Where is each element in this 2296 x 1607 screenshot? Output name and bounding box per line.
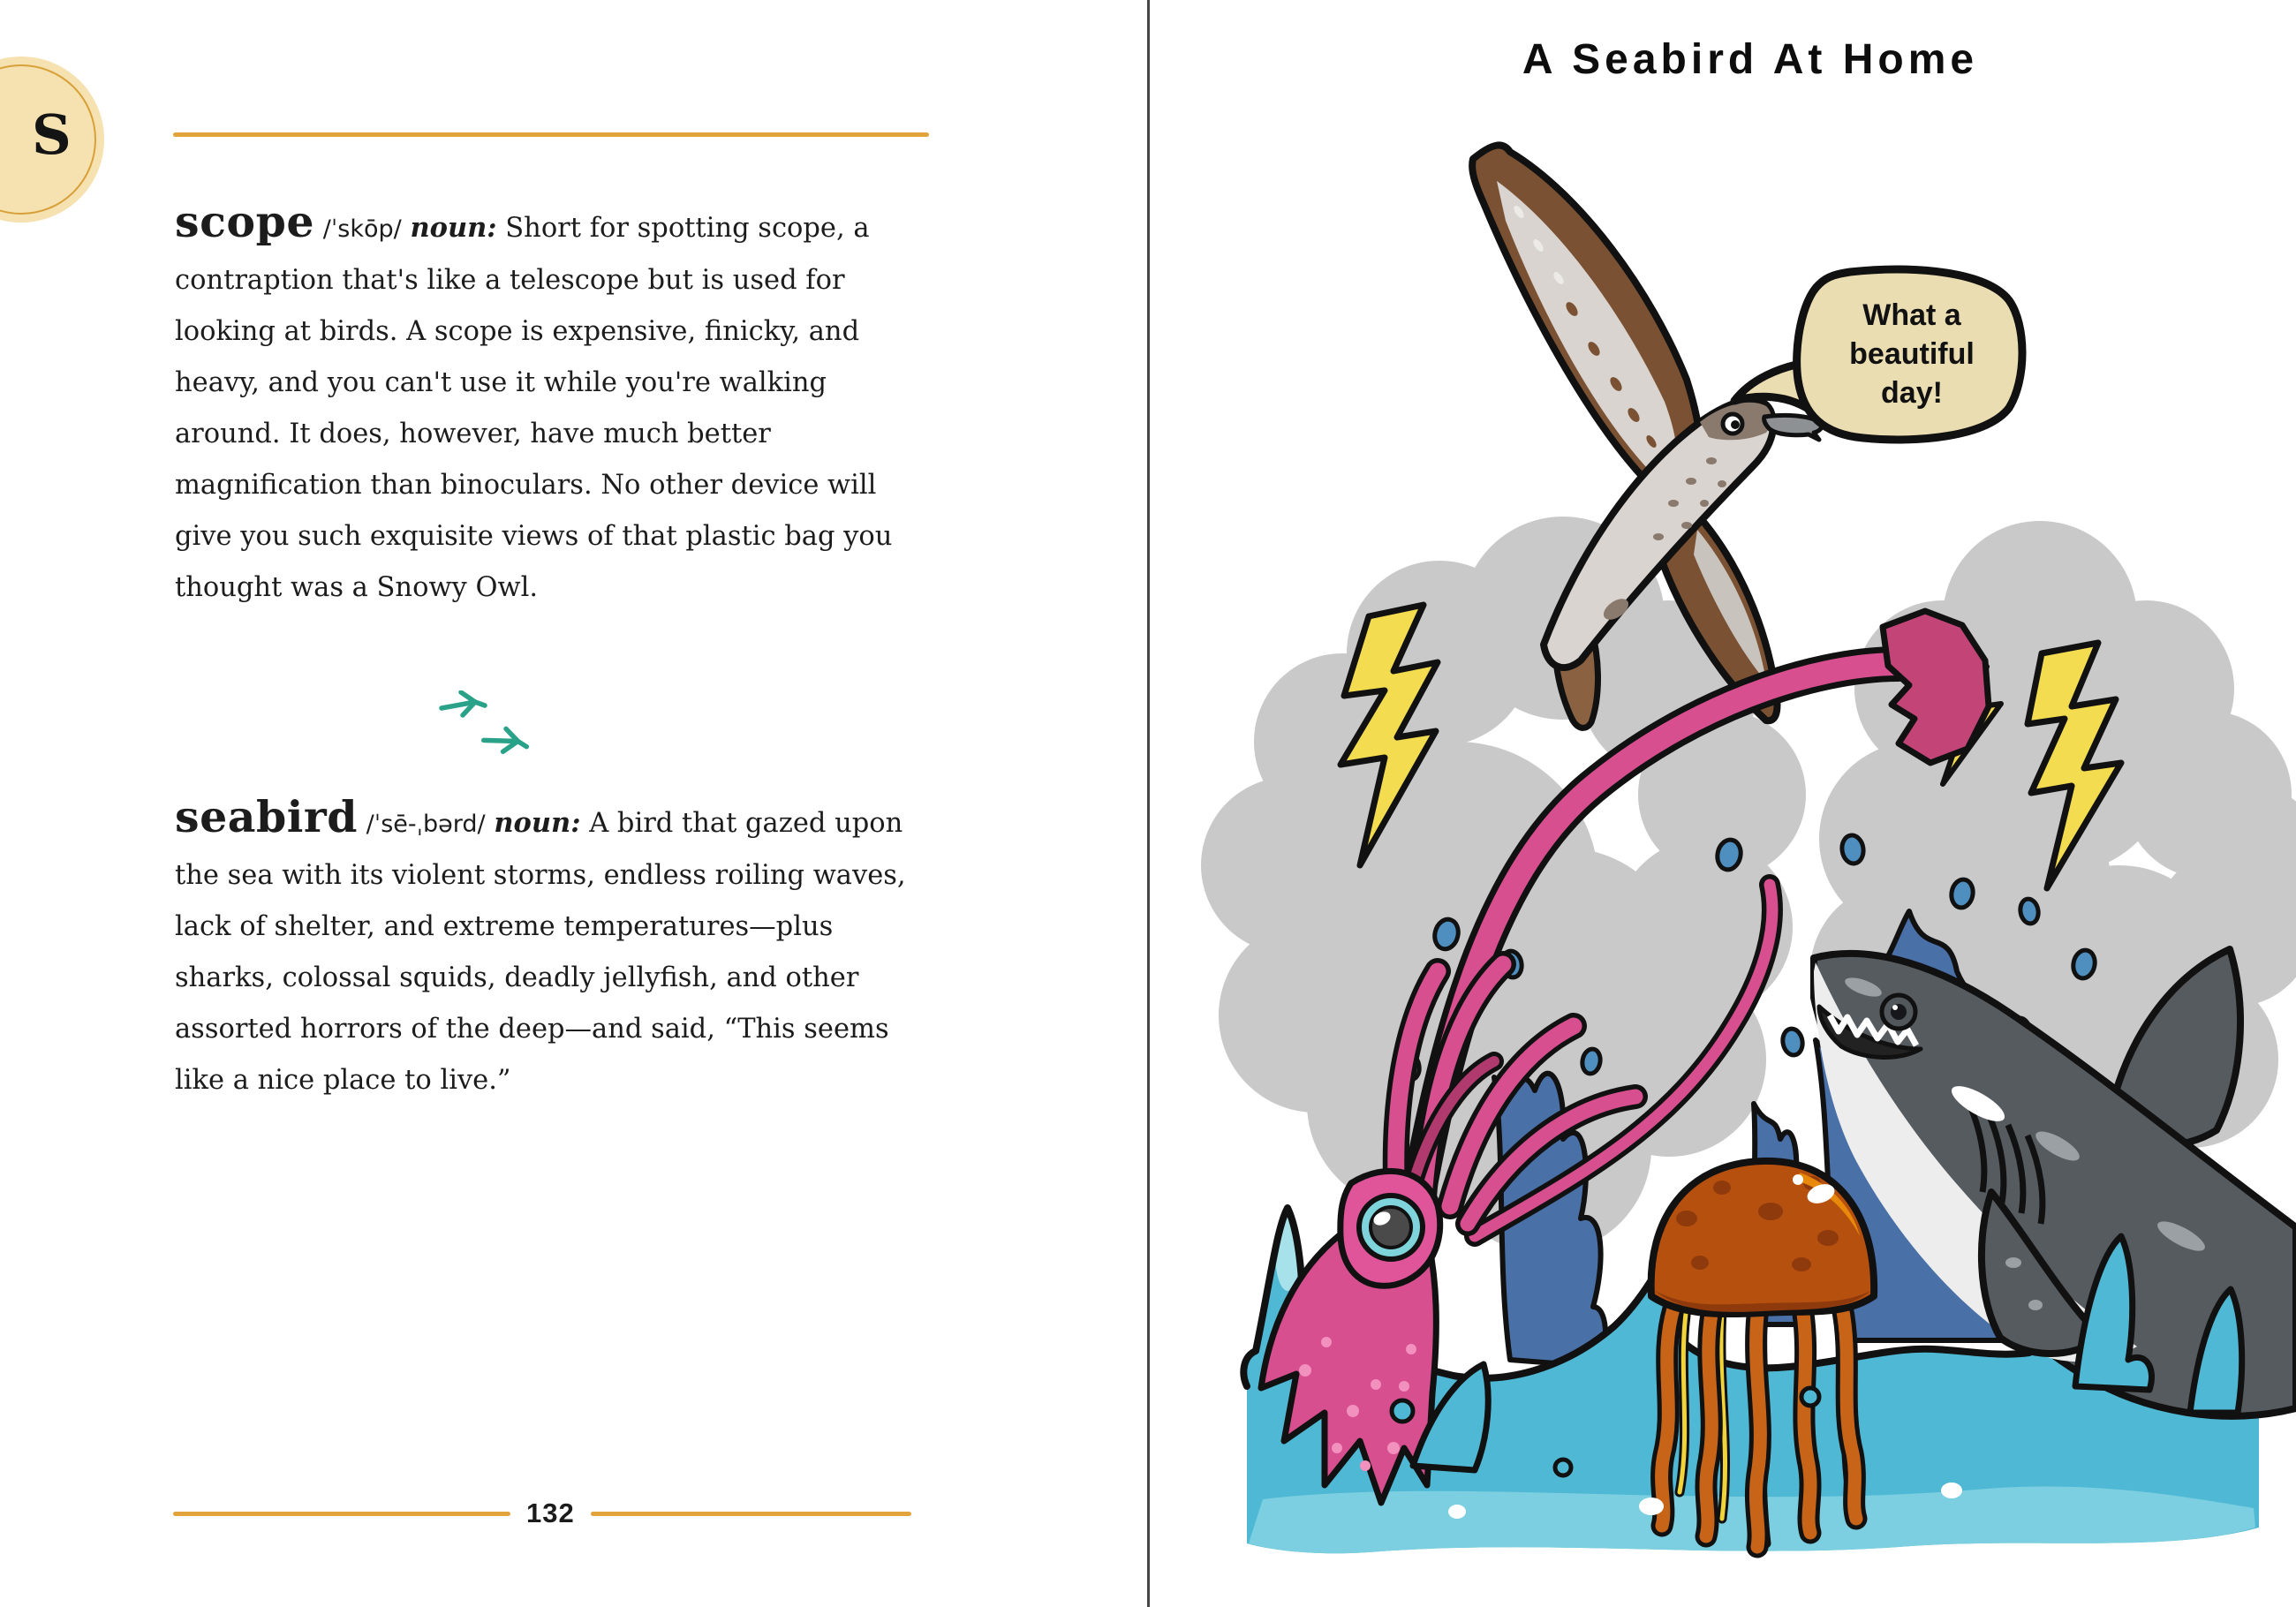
footer-rule-right <box>591 1512 911 1516</box>
entry-part-of-speech: noun: <box>410 212 497 244</box>
entry-part-of-speech: noun: <box>494 807 581 839</box>
speech-bubble-line3: day! <box>1881 376 1943 410</box>
entry-headword: scope <box>175 196 315 247</box>
entry-pronunciation: /ˈsē-ˌbərd/ <box>366 811 486 838</box>
entry-seabird <box>175 791 940 1106</box>
entry-scope <box>175 196 940 614</box>
page-number: 132 <box>526 1498 575 1528</box>
section-letter: S <box>32 102 72 167</box>
page-divider <box>1147 0 1150 1607</box>
bird-footprints-icon <box>438 690 537 772</box>
page-footer <box>173 1498 911 1529</box>
entry-headword: seabird <box>175 791 358 842</box>
footer-rule-left <box>173 1512 510 1516</box>
entry-definition: A bird that gazed upon the sea with its violent storms, endless roiling waves, lack of shelter, and extreme temperatures—plus sharks, colossal squids, deadly jellyfish, and other assorted horrors of the deep—and said, “This seems like a nice place to live.” <box>175 808 906 1096</box>
speech-bubble-line2: beautiful <box>1849 337 1975 371</box>
entry-pronunciation: /ˈskōp/ <box>322 215 402 243</box>
entry-definition: Short for spotting scope, a contraption that's like a telescope but is used for looking at birds. A scope is expensive, finicky, and heavy, and you can't use it while you're walking around. It does, however, have much better magnification than binoculars. No other device will give you such exquisite views of that plastic bag you thought was a Snowy Owl. <box>175 213 893 603</box>
seabird-at-home-illustration <box>1192 88 2296 1607</box>
speech-bubble-line1: What a <box>1862 298 1961 332</box>
top-rule <box>173 132 929 137</box>
illustration-title: A Seabird At Home <box>1522 36 1979 83</box>
